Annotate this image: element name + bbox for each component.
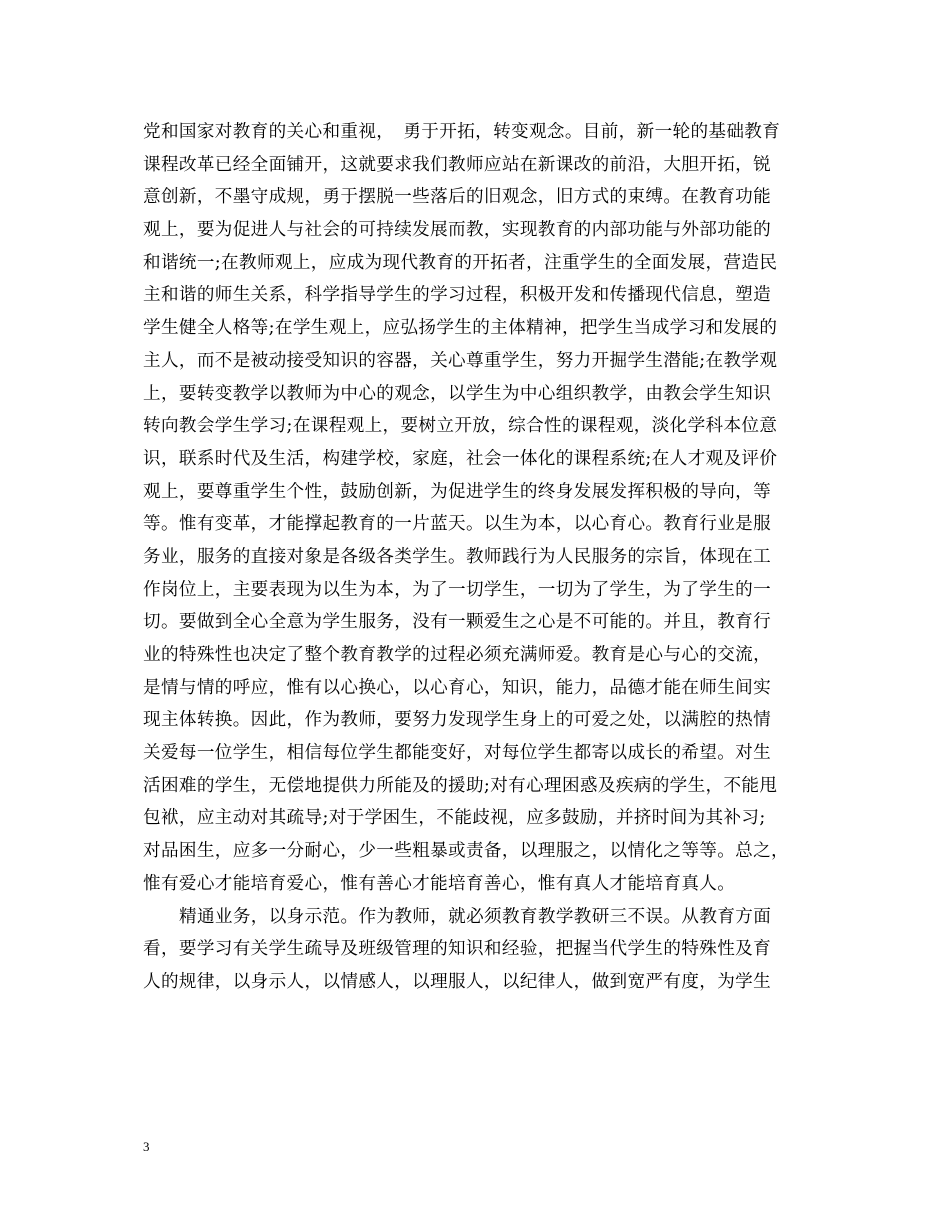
paragraph-start-line: 精通业务，以身示范。作为教师，就必须教育教学教研三不误。从教育方面 bbox=[179, 906, 772, 927]
text-line: 是情与情的呼应，惟有以心换心，以心育心，知识，能力，品德才能在师生间实 bbox=[143, 677, 772, 698]
text-line: 意创新，不墨守成规，勇于摆脱一些落后的旧观念，旧方式的束缚。在教育功能 bbox=[143, 187, 772, 208]
text-line: 等。惟有变革，才能撑起教育的一片蓝天。以生为本，以心育心。教育行业是服 bbox=[143, 514, 772, 535]
text-line: 对品困生，应多一分耐心，少一些粗暴或责备，以理服之，以情化之等等。总之， bbox=[143, 841, 789, 862]
text-line: 看，要学习有关学生疏导及班级管理的知识和经验，把握当代学生的特殊性及育 bbox=[143, 939, 772, 960]
page-number: 3 bbox=[143, 1139, 150, 1154]
text-line: 现主体转换。因此，作为教师，要努力发现学生身上的可爱之处，以满腔的热情 bbox=[143, 710, 772, 731]
body-text bbox=[143, 116, 823, 999]
text-line: 惟有爱心才能培育爱心，惟有善心才能培育善心，惟有真人才能培育真人。 bbox=[143, 873, 736, 894]
text-line: 上，要转变教学以教师为中心的观念，以学生为中心组织教学，由教会学生知识 bbox=[143, 383, 772, 404]
text-line: 识，联系时代及生活，构建学校，家庭，社会一体化的课程系统;在人才观及评价 bbox=[143, 448, 778, 469]
text-line: 观上，要尊重学生个性，鼓励创新，为促进学生的终身发展发挥积极的导向，等 bbox=[143, 481, 772, 502]
text-line: 人的规律，以身示人，以情感人，以理服人，以纪律人，做到宽严有度，为学生 bbox=[143, 971, 772, 992]
text-line: 业的特殊性也决定了整个教育教学的过程必须充满师爱。教育是心与心的交流， bbox=[143, 645, 772, 665]
text-line: 活困难的学生，无偿地提供力所能及的援助;对有心理困惑及疾病的学生，不能甩 bbox=[143, 775, 778, 796]
text-line: 和谐统一;在教师观上，应成为现代教育的开拓者，注重学生的全面发展，营造民 bbox=[143, 252, 778, 273]
text-line: 课程改革已经全面铺开，这就要求我们教师应站在新课改的前沿，大胆开拓，锐 bbox=[143, 154, 772, 175]
text-line: 包袱，应主动对其疏导;对于学困生，不能歧视，应多鼓励，并挤时间为其补习; bbox=[143, 808, 766, 829]
text-line: 切。要做到全心全意为学生服务，没有一颗爱生之心是不可能的。并且，教育行 bbox=[143, 612, 772, 633]
text-line: 转向教会学生学习;在课程观上，要树立开放，综合性的课程观，淡化学科本位意 bbox=[143, 416, 778, 437]
text-line: 主人，而不是被动接受知识的容器，关心尊重学生，努力开掘学生潜能;在教学观 bbox=[143, 350, 778, 371]
text-line: 关爱每一位学生，相信每位学生都能变好，对每位学生都寄以成长的希望。对生 bbox=[143, 743, 772, 764]
text-line: 党和国家对教育的关心和重视， 勇于开拓，转变观念。目前，新一轮的基础教育 bbox=[143, 122, 781, 142]
text-line: 务业，服务的直接对象是各级各类学生。教师践行为人民服务的宗旨，体现在工 bbox=[143, 546, 772, 567]
text-line: 学生健全人格等;在学生观上，应弘扬学生的主体精神，把学生当成学习和发展的 bbox=[143, 318, 778, 339]
text-line: 观上，要为促进人与社会的可持续发展而教，实现教育的内部功能与外部功能的 bbox=[143, 220, 772, 241]
text-line: 主和谐的师生关系，科学指导学生的学习过程，积极开发和传播现代信息，塑造 bbox=[143, 285, 772, 306]
text-line: 作岗位上，主要表现为以生为本，为了一切学生，一切为了学生，为了学生的一 bbox=[143, 579, 772, 600]
